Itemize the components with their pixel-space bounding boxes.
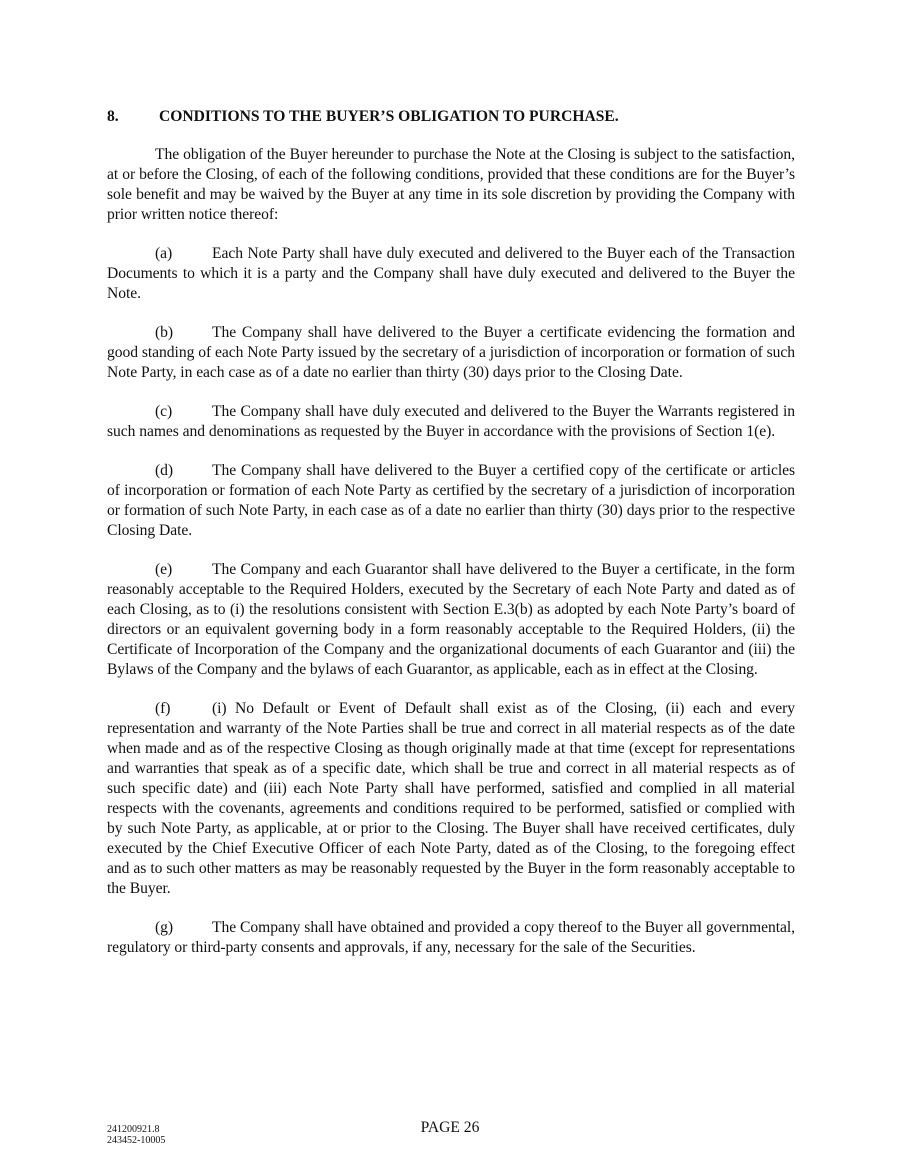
doc-id-primary: 241200921.8 — [107, 1124, 160, 1135]
clause-text: The Company and each Guarantor shall have delivered to the Buyer a certificate, in the form reasonably acceptable to the Required Holders, executed by the Secretary of each Note Party and dated as of each Closing, as to (i) the resolutions consistent with Section E.3(b) as adopted by each Note Party’s board of directors or an equivalent governing body in a form reasonably acceptable to the Required Holders, (ii) the Certificate of Incorporation of the Company and the organizational documents of each Guarantor and (iii) the Bylaws of the Company and the bylaws of each Guarantor, as applicable, each as in effect at the Closing. — [107, 561, 795, 678]
intro-paragraph: The obligation of the Buyer hereunder to purchase the Note at the Closing is subject to the satisfaction, at or before the Closing, of each of the following conditions, provided that these conditions are for the Buyer’s sole benefit and may be waived by the Buyer at any time in its sole discretion by providing the Company with prior written notice thereof: — [107, 146, 795, 223]
clause-label: (b) — [155, 324, 174, 341]
clause-b — [107, 323, 795, 383]
clause-text: Each Note Party shall have duly executed and delivered to the Buyer each of the Transaction Documents to which it is a party and the Company shall have duly executed and delivered to the Buyer the Note. — [107, 245, 795, 302]
clause-label: (a) — [155, 245, 173, 262]
clause-g — [107, 918, 795, 958]
clause-d — [107, 461, 795, 541]
doc-id-secondary: 243452-10005 — [107, 1135, 166, 1146]
clause-text: (i) No Default or Event of Default shall exist as of the Closing, (ii) each and every representation and warranty of the Note Parties shall be true and correct in all material respects as of the date when made and as of the respective Closing as though originally made at that time (except for representations and warranties that speak as of a specific date, which shall be true and correct in all material respects as of such specific date) and (iii) each Note Party shall have performed, satisfied and complied in all material respects with the covenants, agreements and conditions required to be performed, satisfied or complied with by such Note Party, as applicable, at or prior to the Closing. The Buyer shall have received certificates, duly executed by the Chief Executive Officer of each Note Party, dated as of the Closing, to the foregoing effect and as to such other matters as may be reasonably requested by the Buyer in the form reasonably acceptable to the Buyer. — [107, 700, 795, 897]
clause-text: The Company shall have obtained and provided a copy thereof to the Buyer all governmental, regulatory or third-party consents and approvals, if any, necessary for the sale of the Securities. — [107, 919, 795, 956]
clause-text: The Company shall have duly executed and delivered to the Buyer the Warrants registered in such names and denominations as requested by the Buyer in accordance with the provisions of Section 1(e). — [107, 403, 795, 440]
page-number: PAGE 26 — [420, 1119, 480, 1136]
clause-label: (e) — [155, 561, 173, 578]
clause-f — [107, 699, 795, 899]
clause-c — [107, 402, 795, 442]
clause-label: (d) — [155, 462, 174, 479]
clause-label: (g) — [155, 919, 174, 936]
document-body — [107, 145, 795, 977]
clause-label: (f) — [155, 700, 171, 717]
clause-text: The Company shall have delivered to the Buyer a certificate evidencing the formation and good standing of each Note Party issued by the secretary of a jurisdiction of incorporation or formation of such Note Party, in each case as of a date no earlier than thirty (30) days prior to the Closing Date. — [107, 324, 795, 381]
section-number: 8. — [107, 108, 119, 125]
section-heading — [107, 107, 807, 127]
clause-e — [107, 560, 795, 680]
clause-text: The Company shall have delivered to the Buyer a certified copy of the certificate or articles of incorporation or formation of each Note Party as certified by the secretary of a jurisdiction of incorporation or formation of such Note Party, in each case as of a date no earlier than thirty (30) days prior to the respective Closing Date. — [107, 462, 795, 539]
clause-a — [107, 244, 795, 304]
clause-label: (c) — [155, 403, 173, 420]
section-title: CONDITIONS TO THE BUYER’S OBLIGATION TO PURCHASE. — [159, 108, 619, 125]
